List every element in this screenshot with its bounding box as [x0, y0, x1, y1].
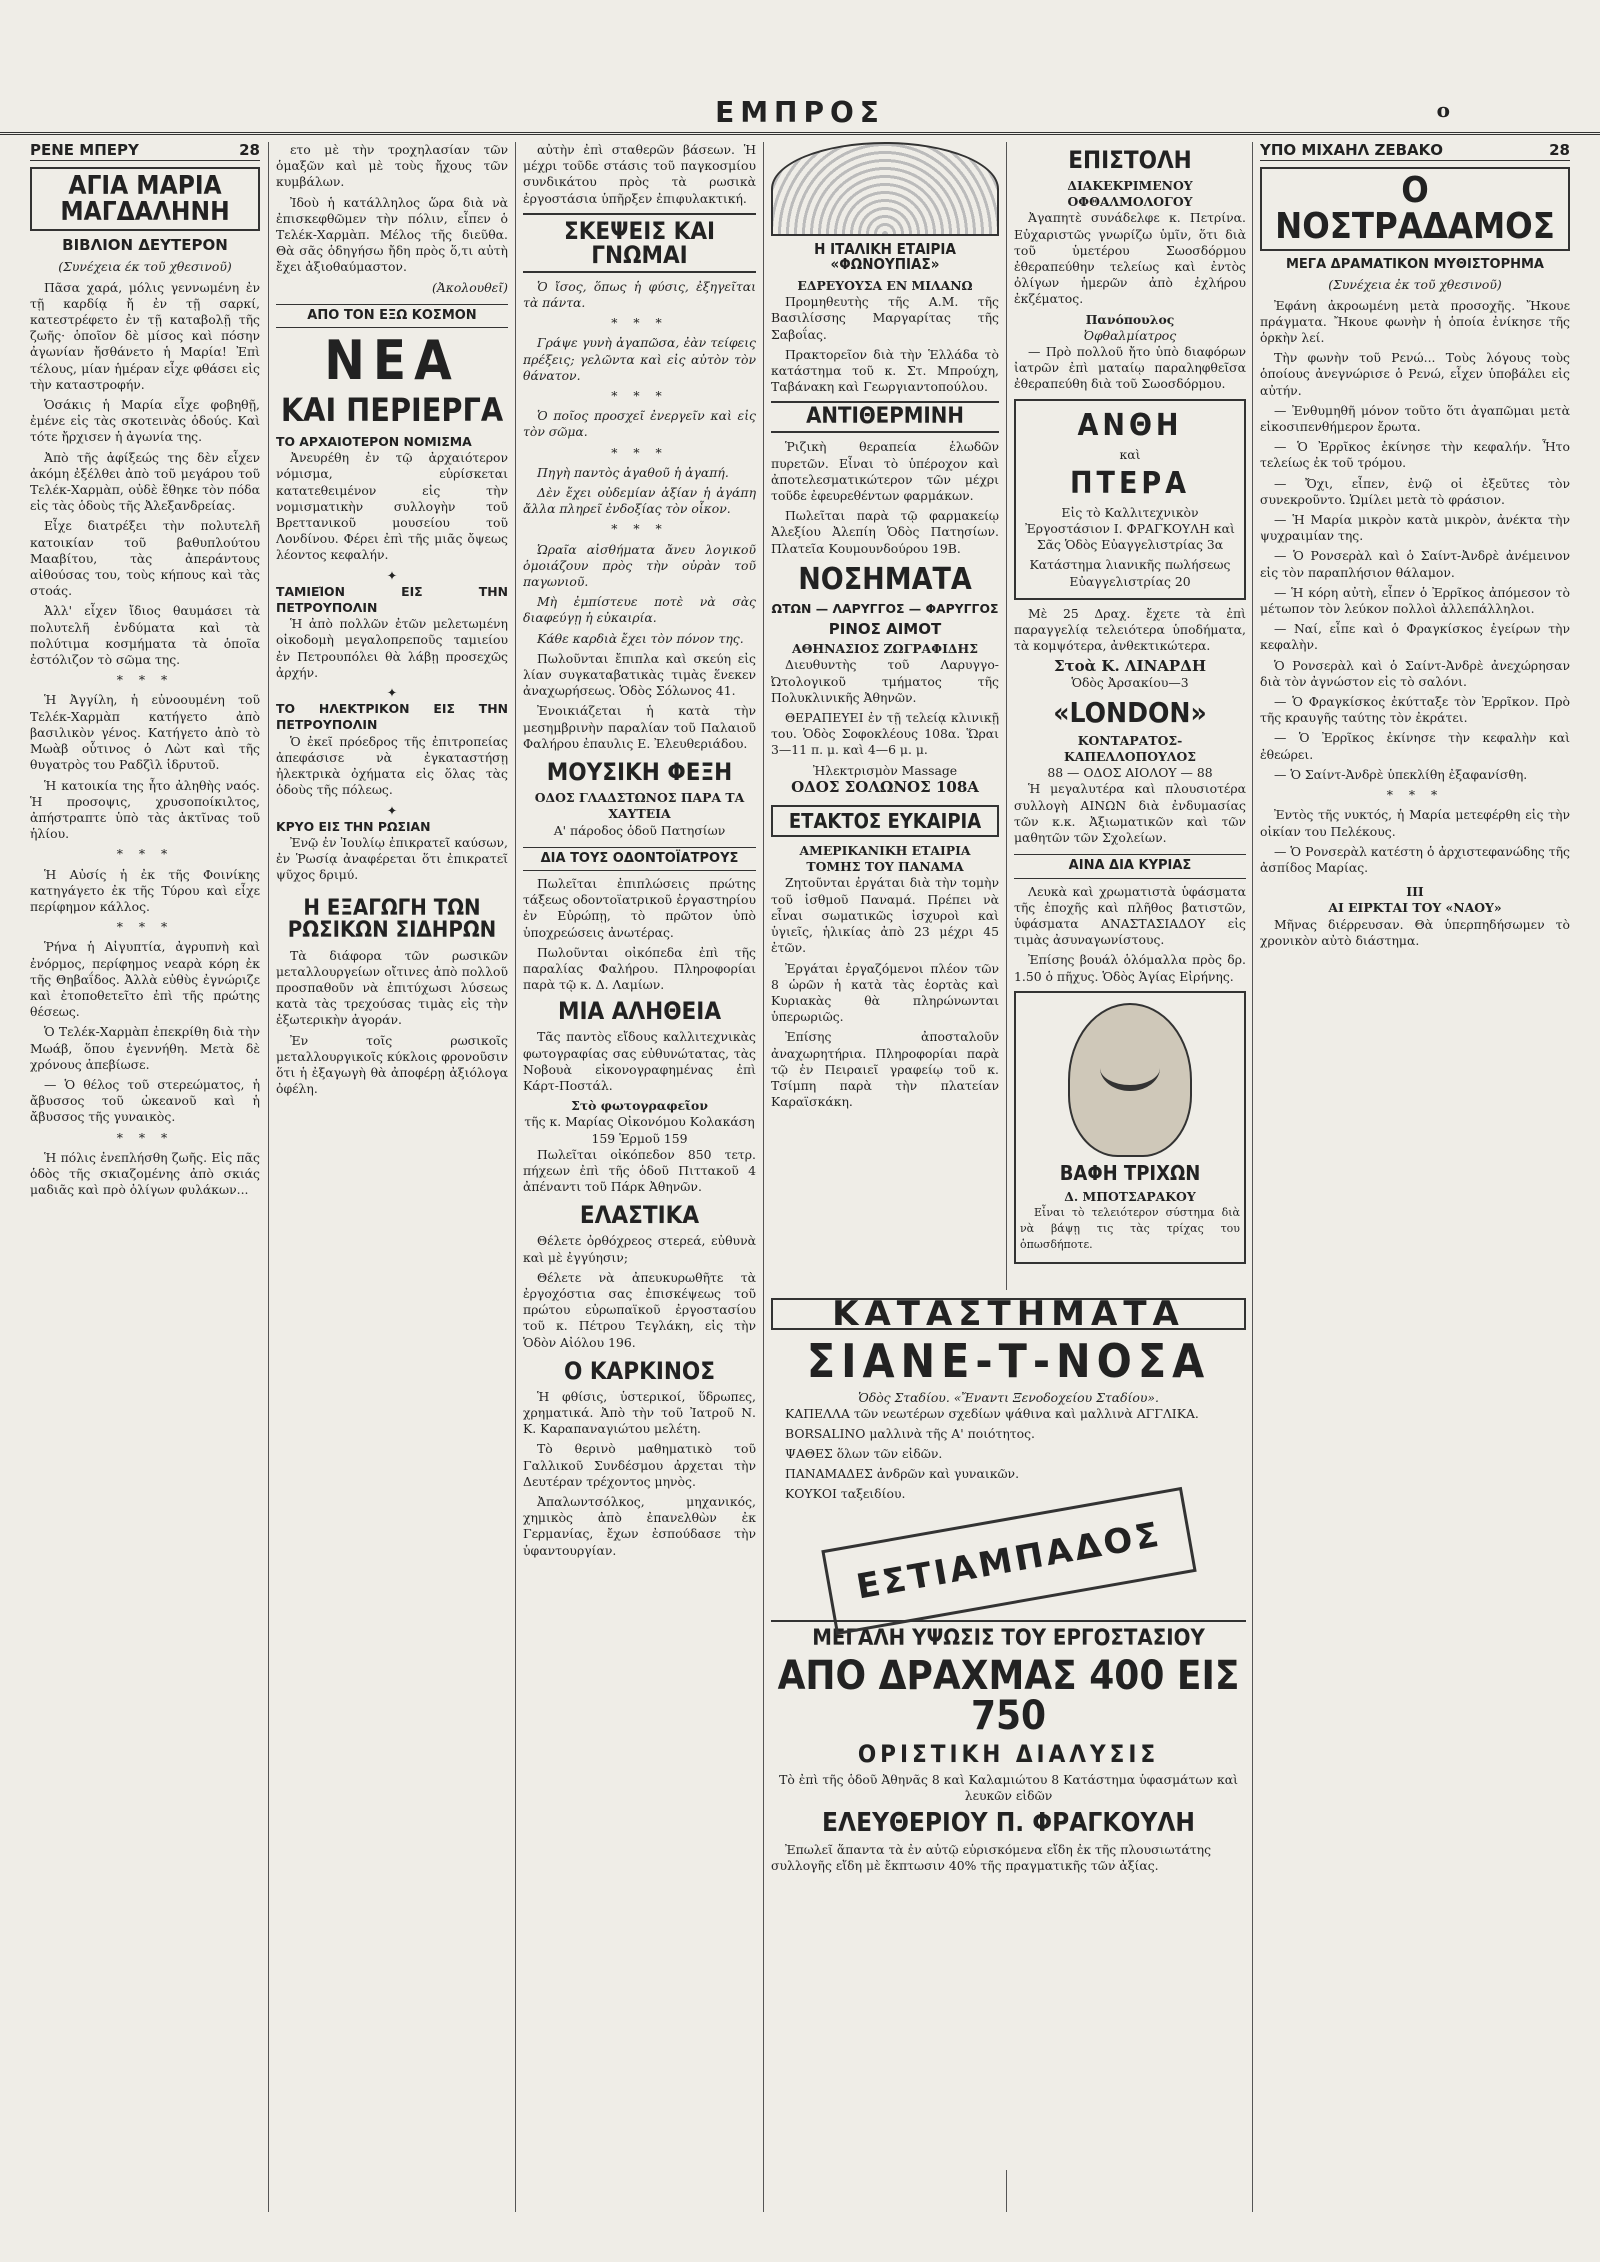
paragraph: — Ἐνθυμηθῆ μόνον τοῦτο ὅτι ἀγαπῶμαι μετὰ εἰκοσιπενθήμερον ἔρωτα. — [1260, 402, 1570, 435]
column-2 — [276, 142, 508, 2212]
paragraph: Ἐν τοῖς ρωσικοῖς μεταλλουργικοῖς κύκλοις φρονοῦσιν ὅτι ἡ ἐξαγωγὴ θὰ ἀποφέρῃ ἀξιόλογα ὀφέλη. — [276, 1032, 508, 1097]
paragraph: — Ὁ Ἐρρῖκος ἐκίνησε τὴν κεφαλὴν καὶ ἐθεώρει. — [1260, 730, 1570, 762]
stores-ad — [771, 1290, 1246, 2170]
paragraph: Ἡ φθίσις, ὑστερικοί, ὕδρωπες, χρηματικά. Ἀπὸ τὴν τοῦ Ἰατροῦ Ν. Κ. Καραπαναγιώτου μελέτη. — [523, 1388, 756, 1437]
serial-number: 28 — [1549, 142, 1570, 159]
aphorism: Γράψε γυνὴ ἀγαπῶσα, ἐὰν τείφεις πρέξεις; γελῶντα καὶ εἰς αὐτὸν τὸν θάνατον. — [523, 335, 756, 383]
paragraph: — Ὁ Ρονσερὰλ κατέστη ὁ ἀρχιστεφανώδης τῆς ἀσπίδος Μαρίας. — [1260, 843, 1570, 875]
paragraph: Ἀγαπητὲ συνάδελφε κ. Πετρίνα. Εὐχαριστῶς γνωρίζω ὑμῖν, ὅτι διὰ τοῦ ὑμετέρου Σωοσδόρμου ἐθεραπεύθην τελείως καὶ ἐντὸς ὀλίγων ἡμερῶν ἀπὸ ἐχλήρου ἐκζέματος. — [1014, 210, 1246, 307]
item-heading: ΚΡΥΟ ΕΙΣ ΤΗΝ ΡΩΣΙΑΝ — [276, 818, 431, 834]
separator-stars: * * * — [1386, 787, 1444, 803]
chapter-number: III — [1406, 884, 1424, 900]
paragraph: — Ναί, εἶπε καὶ ὁ Φραγκίσκος ἐγείρων τὴν κεφαλὴν. — [1260, 621, 1570, 653]
stores-name: ΣΙΑΝΕ-Τ-ΝΟΣΑ — [806, 1334, 1211, 1388]
chapter-title: ΑΙ ΕΙΡΚΤΑΙ ΤΟΥ «ΝΑΟΥ» — [1328, 900, 1502, 916]
paragraph: Ὁσάκις ἡ Μαρία εἶχε φοβηθῇ, ἐμένε εἰς τὰς σκοτεινὰς ὁδούς. Καὶ τότε ἤρχισεν ἡ ἀγωνία της. — [30, 397, 260, 445]
paragraph: Ὁ Ρονσερὰλ καὶ ὁ Σαίντ-Ἀνδρὲ ἀνεχώρησαν διὰ τὸν ἀγνώστον εἰς τὸ σαλόνι. — [1260, 657, 1570, 689]
portrait-image — [1068, 1003, 1192, 1157]
truth-title: ΜΙΑ ΑΛΗΘΕΙΑ — [557, 997, 722, 1026]
feathers-title: ΠΤΕΡΑ — [1069, 465, 1191, 501]
signature-role: Ὀφθαλμίατρος — [1083, 327, 1177, 343]
paragraph: Ῥιζικὴ θεραπεία ἑλωδῶν πυρετῶν. Εἶναι τὸ ὑπέροχον καὶ ἀποτελεσματικώτερον τῶν μέχρι τοῦδε ἐφευρεθέντων φαρμάκων. — [771, 439, 999, 504]
aphorism: Ὁ ποῖος προσχεῖ ἐνεργεῖν καὶ εἰς τὸν σῶμα. — [523, 408, 756, 440]
stores-title: ΚΑΤΑΣΤΗΜΑΤΑ — [771, 1298, 1246, 1330]
company-title: Η ΙΤΑΛΙΚΗ ΕΤΑΙΡΙΑ «ΦΩΝΟΥΠΙΑΣ» — [814, 240, 956, 273]
paragraph: Ἐντὸς τῆς νυκτός, ἡ Μαρία μετεφέρθη εἰς τὴν οἰκίαν του Πελέκους. — [1260, 807, 1570, 839]
paragraph: Λευκὰ καὶ χρωματιστὰ ὑφάσματα τῆς ἐποχῆς καὶ πλῆθος βατιστῶν, ὑφάσματα ΑΝΑΣΤΑΣΙΑΔΟΥ εἰς τιμὰς ἀσυναγωνίστους. — [1014, 883, 1246, 948]
paragraph: Ἡ πόλις ἐνεπλήσθη ζωῆς. Εἰς πᾶς ὁδὸς τῆς σκιαζομένης ἀπὸ σκιάς μαδιᾶς καὶ πρὸ ὀλίγων φυλάκων... — [30, 1149, 260, 1198]
music-address: Α' πάροδος ὁδοῦ Πατησίων — [553, 822, 726, 838]
paragraph: Ὁ Τελέκ-Χαρμὰπ ἐπεκρίθη διὰ τὴν Μωάβ, ὅπου ἐγεννήθη. Μετὰ δὲ χρόνους ἀπεβίωσε. — [30, 1024, 260, 1072]
shop-address: Ὁδὸς Ἀρσακίου—3 — [1071, 674, 1189, 690]
massage-note: Ἠλεκτρισμὸν Massage — [812, 762, 958, 778]
company-location: ΕΔΡΕΥΟΥΣΑ ΕΝ ΜΙΛΑΝΩ — [797, 278, 973, 293]
stores-line: ΚΟΥΚΟΙ ταξειδίου. — [785, 1486, 906, 1501]
item-heading: ΤΑΜΙΕΙ͂ΟΝ ΕΙΣ ΤΗΝ ΠΕΤΡΟΥΠΟΛΙΝ — [276, 583, 508, 616]
diseases-title: ΝΟΣΗΜΑΤΑ — [798, 561, 972, 597]
paragraph: — Ἡ κόρη αὐτὴ, εἶπεν ὁ Ἐρρῖκος ἀπόμεσον τὸ μέτωπον τὸν λεύκον πολλοὶ ἀλλεπάλληλοι. — [1260, 584, 1570, 617]
paragraph: ετο μὲ τὴν τροχηλασίαν τῶν ὁμαξῶν καὶ μὲ τοὺς ἤχους τῶν κυμβάλων. — [276, 142, 508, 190]
sale-merchant: ΕΛΕΥΘΕΡΙΟΥ Π. ΦΡΑΓΚΟΥΛΗ — [822, 1808, 1195, 1838]
paragraph: — Πρὸ πολλοῦ ἤτο ὑπὸ διαφόρων ἰατρῶν ἐπὶ ματαίῳ παραληφθεῖσα ἐθεραπεύθη διὰ τοῦ Σωοσδόρμου. — [1014, 344, 1246, 392]
paragraph: Τὰ διάφορα τῶν ρωσικῶν μεταλλουργείων οἴτινες ἀπὸ πολλοῦ προσπαθοῦν νὰ ἐπιτύχωσι λύσεως κατὰ τὰς τρεχούσας τιμὰς εἰς τὴν ἐξωτερικὴν ἀγοράν. — [276, 947, 508, 1028]
separator-stars: * * * — [611, 315, 668, 331]
aphorism: Ὁ ἴσος, ὅπως ἡ φύσις, ἐξηγεῖται τὰ πάντα. — [523, 278, 756, 311]
paragraph: Ἡ κατοικία της ἦτο ἀληθὴς ναός. Ἡ προσοψις, χρυσοποίκιλτος, ἀπήστραπτε ὑπὸ τὰς ἀκτῖνας τοῦ ἡλίου. — [30, 777, 260, 842]
paragraph: Μῆνας διέρρευσαν. Θὰ ὑπερπηδήσωμεν τὸ χρονικὸν αὐτὸ διάστημα. — [1260, 916, 1570, 948]
aphorism: Ὡραῖα αἰσθήματα ἄνευ λογικοῦ ὁμοιάζουν πρὸς τὴν οὐρὰν τοῦ παγωνιοῦ. — [523, 541, 756, 590]
sale-price: ΑΠΟ ΔΡΑΧΜΑΣ 400 ΕΙΣ 750 — [777, 1653, 1240, 1739]
continuation-note: (Συνέχεια ἐκ τοῦ χθεσινοῦ) — [1328, 277, 1502, 293]
separator-stars: * * * — [611, 444, 668, 460]
letter-subtitle: ΔΙΑΚΕΚΡΙΜΕΝΟΥ ΟΦΘΑΛΜΟΛΟΓΟΥ — [1067, 178, 1193, 210]
paragraph: Ἐπίσης ἀποσταλοῦν ἀναχωρητήρια. Πληροφορίαι παρὰ τῷ ἐν Πειραιεῖ γραφείῳ τοῦ κ. Τσίμπη παρὰ τὴν πλατείαν Καραϊσκάκη. — [771, 1029, 999, 1110]
paragraph: Ἐφάνη ἀκροωμένη μετὰ προσοχῆς. Ἤκουε πράγματα. Ἤκουε φωνὴν ἡ ὁποία ἐνίκησε τῆς ὁρκὴν λεί. — [1260, 297, 1570, 346]
paragraph: — Ὁ Σαίντ-Ἀνδρὲ ὑπεκλίθη ἐξαφανίσθη. — [1274, 766, 1528, 782]
dentist-heading: ΔΙΑ ΤΟΥΣ ΟΔΟΝΤΟΪΑΤΡΟΥΣ — [523, 847, 756, 871]
column-1 — [30, 142, 260, 2212]
paragraph: Ἡ Αὐσίς ἡ ἐκ τῆς Φοινίκης κατηγάγετο ἐκ τῆς Τύρου καὶ εἶχε περίφημον κάλλος. — [30, 866, 260, 914]
hair-dye-ad — [1014, 991, 1246, 1264]
stores-address: Ὁδὸς Σταδίου. «Ἔναντι Ξενοδοχείου Σταδίου». — [858, 1390, 1159, 1405]
ornament-icon: ✦ — [386, 685, 398, 701]
paragraph: Ἐπωλεῖ ἅπαντα τὰ ἐν αὐτῷ εὑρισκόμενα εἴδη ἐκ τῆς πλουσιωτάτης συλλογῆς εἴδη μὲ ἔκπτωσιν 40% τῆς πραγματικῆς τῶν ἀξίας. — [771, 1842, 1212, 1873]
paragraph: Πωλεῖται ἐπιπλώσεις πρώτης τάξεως οδοντοϊατρικοῦ ἐργαστηρίου ἐν Εὐρώπῃ, τὸ πρῶτον ὑπὸ ὑποχρεώσεις ἀνωτέρας. — [523, 875, 756, 940]
paragraph: Εἶναι τὸ τελειότερον σύστημα διὰ νὰ βάψῃ τις τὰς τρίχας του ὁπωσδήποτε. — [1020, 1205, 1240, 1252]
paragraph: Τὸ ἐπὶ τῆς ὁδοῦ Ἀθηνᾶς 8 καὶ Καλαμιώτου 8 Κατάστημα ὑφασμάτων καὶ λευκῶν εἰδῶν — [779, 1772, 1238, 1803]
column-divider — [1252, 142, 1253, 2212]
ladies-heading: ΑΙΝΑ ΔΙΑ ΚΥΡΙΑΣ — [1014, 854, 1246, 878]
stores-line: BORSALINO μαλλινὰ τῆς Α' ποιότητος. — [785, 1426, 1035, 1441]
diseases-subtitle-2: ΡΙΝΟΣ ΑΙΜΟΤ — [828, 620, 942, 639]
dye-title: ΒΑΦΗ ΤΡΙΧΩΝ — [1059, 1160, 1201, 1185]
to-be-continued: (Ἀκολουθεῖ) — [431, 279, 508, 295]
paragraph: Ἐργάται ἐργαζόμενοι πλέον τῶν 8 ὡρῶν ἡ κατὰ τὰς ἑορτὰς καὶ Κυριακὰς θὰ πληρώνωνται ὑπερωριῶς. — [771, 960, 999, 1025]
paragraph: Τὸ θερινὸ μαθηματικὸ τοῦ Γαλλικοῦ Συνδέσμου ἀρχεται τὴν Δευτέραν τρέχοντος μηνὸς. — [523, 1441, 756, 1489]
column-divider — [763, 142, 764, 2212]
paragraph: Ῥήνα ἡ Αἰγυπτία, ἀγρυπνὴ καὶ ἐνόρμος, περίφημος νεαρὰ κόρη ἐκ τῆς Θηβαΐδος. Ἀλλὰ εὐθὺς ἐγνώριζε καὶ ἐτοποθετεῖτο ἐπὶ τῆς πρώτης θέσεως. — [30, 939, 260, 1020]
column-divider — [268, 142, 269, 2212]
paragraph: Εἰς τὸ Καλλιτεχνικὸν Ἐργοστάσιον Ι. ΦΡΑΓΚΟΥΛΗ καὶ Σᾶς Ὁδὸς Εὐαγγελιστρίας 3α — [1025, 504, 1235, 553]
page-number: ο — [1436, 98, 1450, 122]
serial-author: ΥΠΟ ΜΙΧΑΗΛ ΖΕΒΑΚΟ — [1260, 142, 1443, 159]
newspaper-title: ΕΜΠΡΟΣ — [715, 96, 885, 129]
classified-ad: Πωλοῦνται ἔπιπλα καὶ σκεύη εἰς λίαν συγκαταβατικὰς τιμὰς ἕνεκεν ἀναχωρήσεως. Ὁδὸς Σόλωνος 41. — [523, 650, 756, 699]
news-title: ΝΕΑ — [324, 329, 460, 393]
dye-maker: Δ. ΜΠΟΤΣΑΡΑΚΟΥ — [1064, 1188, 1196, 1204]
item-heading: ΤΟ ΑΡΧΑΙΟΤΕΡΟΝ ΝΟΜΙΣΜΑ — [276, 434, 472, 450]
separator-stars: * * * — [611, 388, 668, 404]
serial-header — [30, 142, 260, 161]
stores-line: ΨΑΘΕΣ ὅλων τῶν εἰδῶν. — [785, 1446, 943, 1461]
section-heading: ΑΠΟ ΤΟΝ ΕΞΩ ΚΟΣΜΟΝ — [276, 304, 508, 328]
paragraph: — Ὁ Ἐρρῖκος ἐκίνησε τὴν κεφαλήν. Ἦτο τελείως ἐκ τοῦ τρόμου. — [1260, 439, 1570, 471]
paragraph: Ὁ ἐκεῖ πρόεδρος τῆς ἐπιτροπείας ἀπεφάσισε νὰ ἐγκαταστήσῃ ἠλεκτρικὰ ὀχήματα εἰς ὅλας τὰς ὁδοὺς τῆς πόλεως. — [276, 733, 508, 798]
and-word: καὶ — [1119, 446, 1141, 462]
music-subtitle: ΟΔΟΣ ΓΛΑΔΣΤΩΝΟΣ ΠΑΡΑ ΤΑ ΧΑΥΤΕΙΑ — [534, 790, 745, 822]
paragraph: Ἰδοὺ ἡ κατάλληλος ὥρα διὰ νὰ ἐπισκεφθῶμεν τὴν πόλιν, εἶπεν ὁ Τελέκ-Χαρμὰπ. Μέλος τῆς διεῦθα. Θὰ σᾶς ὁδηγήσω ἤδη πρὸς ὅ,τι αὐτὴ ἔχει ἀξιοθαύμαστον. — [276, 194, 508, 275]
continuation-note: (Συνέχεια έκ τοῦ χθεσινοῦ) — [58, 259, 232, 275]
paragraph: Ἡ Ἀγγίλη, ἡ εὐνοουμένη τοῦ Τελέκ-Χαρμὰπ κατήγετο ἀπὸ βασιλικὸν γένος. Κατήγετο ἀπὸ τὸ Μωὰβ οὗτινος ὁ Λὼτ καὶ τῆς θυγατρὸς του Ραδζὶλ ἱδρυτοῦ. — [30, 692, 260, 773]
shop-name: Στοὰ Κ. ΛΙΝΑΡΔΗ — [1053, 657, 1207, 676]
stores-line: ΠΑΝΑΜΑΔΕΣ ἀνδρῶν καὶ γυναικῶν. — [785, 1466, 1020, 1481]
photo-address: τῆς κ. Μαρίας Οἰκονόμου Κολακάση 159 Ἑρμοῦ 159 — [524, 1114, 755, 1146]
paragraph: Ἀπαλωντσόλκος, μηχανικός, χημικὸς ἀπὸ ἐπανελθὼν ἐκ Γερμανίας, ἔχων ἐσπούδασε τὴν ὑφαντουργίαν. — [523, 1494, 756, 1558]
classified-ad: Πωλεῖται οἰκόπεδον 850 τετρ. πήχεων ἐπὶ τῆς ὁδοῦ Πιττακοῦ 4 ἀπέναντι τοῦ Πάρκ Ἀθηνῶν. — [523, 1146, 756, 1195]
paragraph: Ἀνευρέθη ἐν τῷ ἀρχαιότερον νόμισμα, εὑρίσκεται κατατεθειμένον εἰς τὴν νομισματικὴν συλλογὴν τοῦ Βρεττανικοῦ μουσείου τοῦ Λονδίνου. Φέρει ἐπὶ τῆς μιᾶς ὄψεως λέοντος κεφαλήν. — [276, 450, 508, 563]
separator-stars: * * * — [116, 919, 174, 935]
separator-stars: * * * — [116, 846, 174, 862]
paragraph: Ἐπίσης βουάλ ὁλόμαλλα πρὸς δρ. 1.50 ὁ πῆχυς. Ὁδὸς Ἁγίας Εἰρήνης. — [1014, 952, 1246, 984]
separator-stars: * * * — [116, 1129, 174, 1145]
london-title: «LONDON» — [1053, 695, 1207, 729]
book-title: ΒΙΒΛΙΟΝ ΔΕΥΤΕΡΟΝ — [62, 236, 228, 255]
aphorism: Δὲν ἔχει οὐδεμίαν ἀξίαν ἡ ἀγάπη ἄλλα πληρεῖ ἐνδοξίας τὸν οἶκον. — [523, 485, 756, 517]
paragraph: αὐτὴν ἐπὶ σταθερῶν βάσεων. Ἡ μέχρι τοῦδε στάσις τοῦ παγκοσμίου συνδικάτου πρὸς τὰ ρωσικὰ ἐργοστάσια ὑπῆρξεν ἐπιφυλακτική. — [523, 142, 756, 206]
column-6 — [1260, 142, 1570, 2212]
panama-subtitle: ΑΜΕΡΙΚΑΝΙΚΗ ΕΤΑΙΡΙΑ ΤΟΜΗΣ ΤΟΥ ΠΑΝΑΜΑ — [799, 843, 971, 875]
paragraph: Τὴν φωνὴν τοῦ Ρενώ... Τοὺς λόγους τοὺς ὁποίους ἀνεγνώρισε ὁ Ρενώ, εἶχεν ὑποβάλει εἰς αὐτήν. — [1260, 350, 1570, 398]
aphorism: Κάθε καρδιὰ ἔχει τὸν πόνον της. — [537, 630, 744, 646]
ornament-icon: ✦ — [386, 802, 398, 818]
paragraph: — Ἡ Μαρία μικρὸν κατὰ μικρὸν, ἀνέκτα τὴν ψυχραιμίαν της. — [1260, 512, 1570, 544]
paragraph: — Ὄχι, εἶπεν, ἐνῷ οἱ ἐξεῦτες τὸν συνεκροῦντο. Ὡμίλει μετὰ τὸ φράσιον. — [1260, 475, 1570, 507]
paragraph: ΘΕΡΑΠΕΥΕΙ ἐν τῇ τελείᾳ κλινικῇ του. Ὁδὸς Σοφοκλέους 108α. Ὥραι 3—11 π. μ. καὶ 4—6 μ. μ. — [771, 710, 999, 758]
serial-title: ΑΓΙΑ ΜΑΡΙΑ ΜΑΓΔΑΛΗΝΗ — [30, 167, 260, 231]
london-subtitle: ΚΟΝΤΑΡΑΤΟΣ-ΚΑΠΕΛΛΟΠΟΥΛΟΣ — [1063, 732, 1197, 765]
london-address: 88 — ΟΔΟΣ ΑΙΟΛΟΥ — 88 — [1047, 765, 1213, 781]
sale-final: ΟΡΙΣΤΙΚΗ ΔΙΑΛΥΣΙΣ — [857, 1740, 1160, 1768]
signature: Πανόπουλος — [1085, 311, 1175, 327]
item-heading: ΤΟ ΗΛΕΚΤΡΙΚΟΝ ΕΙΣ ΤΗΝ ΠΕΤΡΟΥΠΟΛΙΝ — [276, 701, 508, 733]
paragraph: Πωλοῦνται οἰκόπεδα ἐπὶ τῆς παραλίας Φαλήρου. Πληροφορίαι παρὰ τῷ κ. Δ. Λαμίων. — [523, 944, 756, 993]
flowers-title: ΑΝΘΗ — [1077, 407, 1183, 443]
paragraph: Διευθυντὴς τοῦ Λαρυγγο-Ὠτολογικοῦ τμήματος τῆς Πολυκλινικῆς Ἀθηνῶν. — [771, 657, 999, 705]
gramophone-logo — [771, 142, 999, 236]
serial-title: Ο ΝΟΣΤΡΑΔΑΜΟΣ — [1260, 167, 1570, 251]
clinic-address: ΟΔΟΣ ΣΟΛΩΝΟΣ 108Α — [791, 777, 979, 796]
separator-stars: * * * — [611, 521, 668, 537]
cancer-title: Ο ΚΑΡΚΙΝΟΣ — [563, 1356, 716, 1385]
stores-line: ΚΑΠΕΛΛΑ τῶν νεωτέρων σχεδίων ψάθινα καὶ μαλλινὰ ΑΓΓΛΙΚΑ. — [785, 1406, 1199, 1421]
antithermine-title: ΑΝΤΙΘΕΡΜΙΝΗ — [771, 401, 999, 433]
paragraph: Κατάστημα λιανικῆς πωλήσεως Εὐαγγελιστρίας 20 — [1029, 557, 1231, 589]
column-divider — [515, 142, 516, 2212]
paragraph: Πρακτορεῖον διὰ τὴν Ἑλλάδα τὸ κατάστημα τοῦ κ. Στ. Μπρούχη, Ταβάνακη καὶ Γεωργιαντοπούλου. — [771, 346, 999, 395]
paragraph: — Ὁ θέλος τοῦ στερεώματος, ἡ ἄβυσσος τοῦ ὠκεανοῦ καὶ ἡ ἄβυσσος τῆς γυναικὸς. — [30, 1076, 260, 1125]
serial-header — [1260, 142, 1570, 161]
paragraph: Ἀπὸ τῆς ἀφίξεώς της δὲν εἶχεν ἀκόμη ἐξέλθει ἀπὸ τοῦ μεγάρου τοῦ Τελέκ-Χαρμὰπ, οὐδὲ ἔθηκε τὸν πόδα εἰς τὰς ὁδοὺς τῆς Ἀλεξανδρείας. — [30, 449, 260, 514]
ornament-icon: ✦ — [386, 567, 398, 583]
sale-title: ΜΕΓΑΛΗ ΥΨΩΣΙΣ ΤΟΥ ΕΡΓΟΣΤΑΣΙΟΥ — [771, 1620, 1246, 1650]
aphorism: Μὴ ἐμπίστευε ποτὲ νὰ σὰς διαφεύγῃ ἡ εὐκαιρία. — [523, 594, 756, 626]
paragraph: Ἡ μεγαλυτέρα καὶ πλουσιοτέρα συλλογὴ ΑΙΝΩΝ διὰ ἐνδυμασίας τῶν κ.κ. Ἀξιωματικῶν καὶ τῶν μαθητῶν τῶν Σχολείων. — [1014, 781, 1246, 846]
paragraph: Θέλετε ὀρθόχρεος στερεά, εὐθυνὰ καὶ μὲ ἐγγύησιν; — [523, 1233, 756, 1265]
serial-author: ΡΕΝΕ ΜΠΕΡΥ — [30, 142, 139, 159]
news-subtitle: ΚΑΙ ΠΕΡΙΕΡΓΑ — [280, 391, 504, 430]
photo-studio: Στὸ φωτογραφεῖον — [571, 1098, 708, 1114]
serial-number: 28 — [239, 142, 260, 159]
paragraph: Πᾶσα χαρά, μόλις γεννωμένη ἐν τῇ καρδίᾳ ἤ ἐν τῇ σαρκί, κατεστρέφετο ἐν τῇ καταβολῇ τῆς ζωῆς· ὁποῖον δὲ μίσος καὶ πόσην ἀγωνίαν ἤσθάνετο ἡ Μαρία! Ἐπὶ τέλους, μίαν ἡμέραν εἶχε φθάσει εἰς τὴν καταστροφήν. — [30, 279, 260, 392]
paragraph: Μὲ 25 Δραχ. ἔχετε τὰ ἐπὶ παραγγελίᾳ τελειότερα ὑποδήματα, τὰ κομψότερα, ἀνθεκτικώτερα. — [1014, 605, 1246, 654]
paragraph: Εἶχε διατρέξει τὴν πολυτελῆ κατοικίαν τοῦ βαθυπλούτου Μααβίτου, τὰς ἀπεράντους αἰθούσας του, τοὺς κήπους καὶ τὰς στοάς. — [30, 518, 260, 599]
separator-stars: * * * — [116, 672, 174, 688]
paragraph: Πωλεῖται παρὰ τῷ φαρμακείῳ Ἀλεξίου Ἀλεπίη Ὁδὸς Πατησίων. Πλατεῖα Κουμουνδούρου 19Β. — [771, 508, 999, 556]
paragraph: — Ὁ Ρονσερὰλ καὶ ὁ Σαίντ-Ἀνδρὲ ἀνέμεινον εἰς τὸν παραπλήσιον θάλαμον. — [1260, 548, 1570, 580]
paragraph: Προμηθευτὴς τῆς Α.Μ. τῆς Βασιλίσσης Μαργαρίτας τῆς Σαβοΐας. — [771, 294, 999, 342]
paragraph: Θέλετε νὰ ἀπευκυρωθῆτε τὰ ἐργοχόστια σας ἐπισκέψεως τοῦ πρώτου εὐρωπαϊκοῦ ἐργοστασίου τοῦ κ. Πέτρου Τεγλάκη, εἰς τὴν Ὁδὸν Αἰόλου 196. — [523, 1269, 756, 1350]
doctor-name: ΑΘΗΝΑΣΙΟΣ ΖΩΓΡΑΦΙΔΗΣ — [792, 641, 978, 657]
letter-title: ΕΠΙΣΤΟΛΗ — [1068, 146, 1192, 174]
paragraph: Ἡ ἀπὸ πολλῶν ἐτῶν μελετωμένη οἰκοδομὴ μεγαλοπρεποῦς ταμιείου ἐν Πετρουπόλει θὰ λάβῃ προσεχῶς ἀρχήν. — [276, 616, 508, 680]
paragraph: — Ὁ Φραγκίσκος ἐκύτταξε τὸν Ἐρρῖκον. Πρὸ τῆς κραυγῆς ταύτης τὸν ἐκράτει. — [1260, 694, 1570, 726]
paragraph: Τᾶς παντὸς εἴδους καλλιτεχνικὰς φωτογραφίας σας εὐθυνώτατας, τὰς Νοβουὰ εἰκονογραφημένας ἐπὶ Κάρτ-Ποστάλ. — [523, 1029, 756, 1093]
aphorism: Πηγὴ παντὸς ἀγαθοῦ ἡ ἀγαπή. — [537, 464, 729, 480]
section-title: Η ΕΞΑΓΩΓΗ ΤΩΝ ΡΩΣΙΚΩΝ ΣΙΔΗΡΩΝ — [287, 895, 497, 943]
diseases-subtitle: ΩΤΩΝ — ΛΑΡΥΓΓΟΣ — ΦΑΡΥΓΓΟΣ — [771, 600, 999, 616]
paragraph: Ἀλλ' εἶχεν ἴδιος θαυμάσει τὰ πολυτελῆ ἐνδύματα καὶ τὰ πολύτιμα κοσμήματα τὰ ὁποῖα ἐστόλιζον τὸ σῶμα της. — [30, 603, 260, 668]
tilted-sign: ΕΣΤΙΑΜΠΑΔΟΣ — [821, 1487, 1196, 1635]
elastic-title: ΕΛΑΣΤΙΚΑ — [579, 1201, 700, 1230]
music-title: ΜΟΥΣΙΚΗ ΦΕΞΗ — [546, 758, 733, 787]
masthead — [0, 92, 1600, 135]
flowers-ad — [1014, 399, 1246, 600]
classified-ad: Ἐνοικιάζεται ἡ κατὰ τὴν μεσημβρινὴν παραλίαν τοῦ Παλαιοῦ Φαλήρου ἐπαυλις Ε. Ἐλευθεριάδου. — [523, 703, 756, 751]
column-3 — [523, 142, 756, 2212]
thoughts-title: ΣΚΕΨΕΙΣ ΚΑΙ ΓΝΩΜΑΙ — [523, 213, 756, 273]
opportunity-title: ΕΤΑΚΤΟΣ ΕΥΚΑΙΡΙΑ — [771, 805, 999, 837]
serial-genre: ΜΕΓΑ ΔΡΑΜΑΤΙΚΟΝ ΜΥΘΙΣΤΟΡΗΜΑ — [1285, 257, 1544, 273]
paragraph: Ἐνῷ ἐν Ἰουλίῳ ἐπικρατεῖ καύσων, ἐν Ῥωσίᾳ ἀναφέρεται ὅτι ἐπικρατεῖ ψῦχος δριμύ. — [276, 834, 508, 883]
paragraph: Ζητοῦνται ἐργάται διὰ τὴν τομὴν τοῦ ἰσθμοῦ Παναμά. Πρέπει νὰ εἶναι σωματικῶς ἰσχυροὶ καὶ ὑγιεῖς, ἡλικίας ἀπὸ 23 μέχρι 45 ἐτῶν. — [771, 875, 999, 956]
